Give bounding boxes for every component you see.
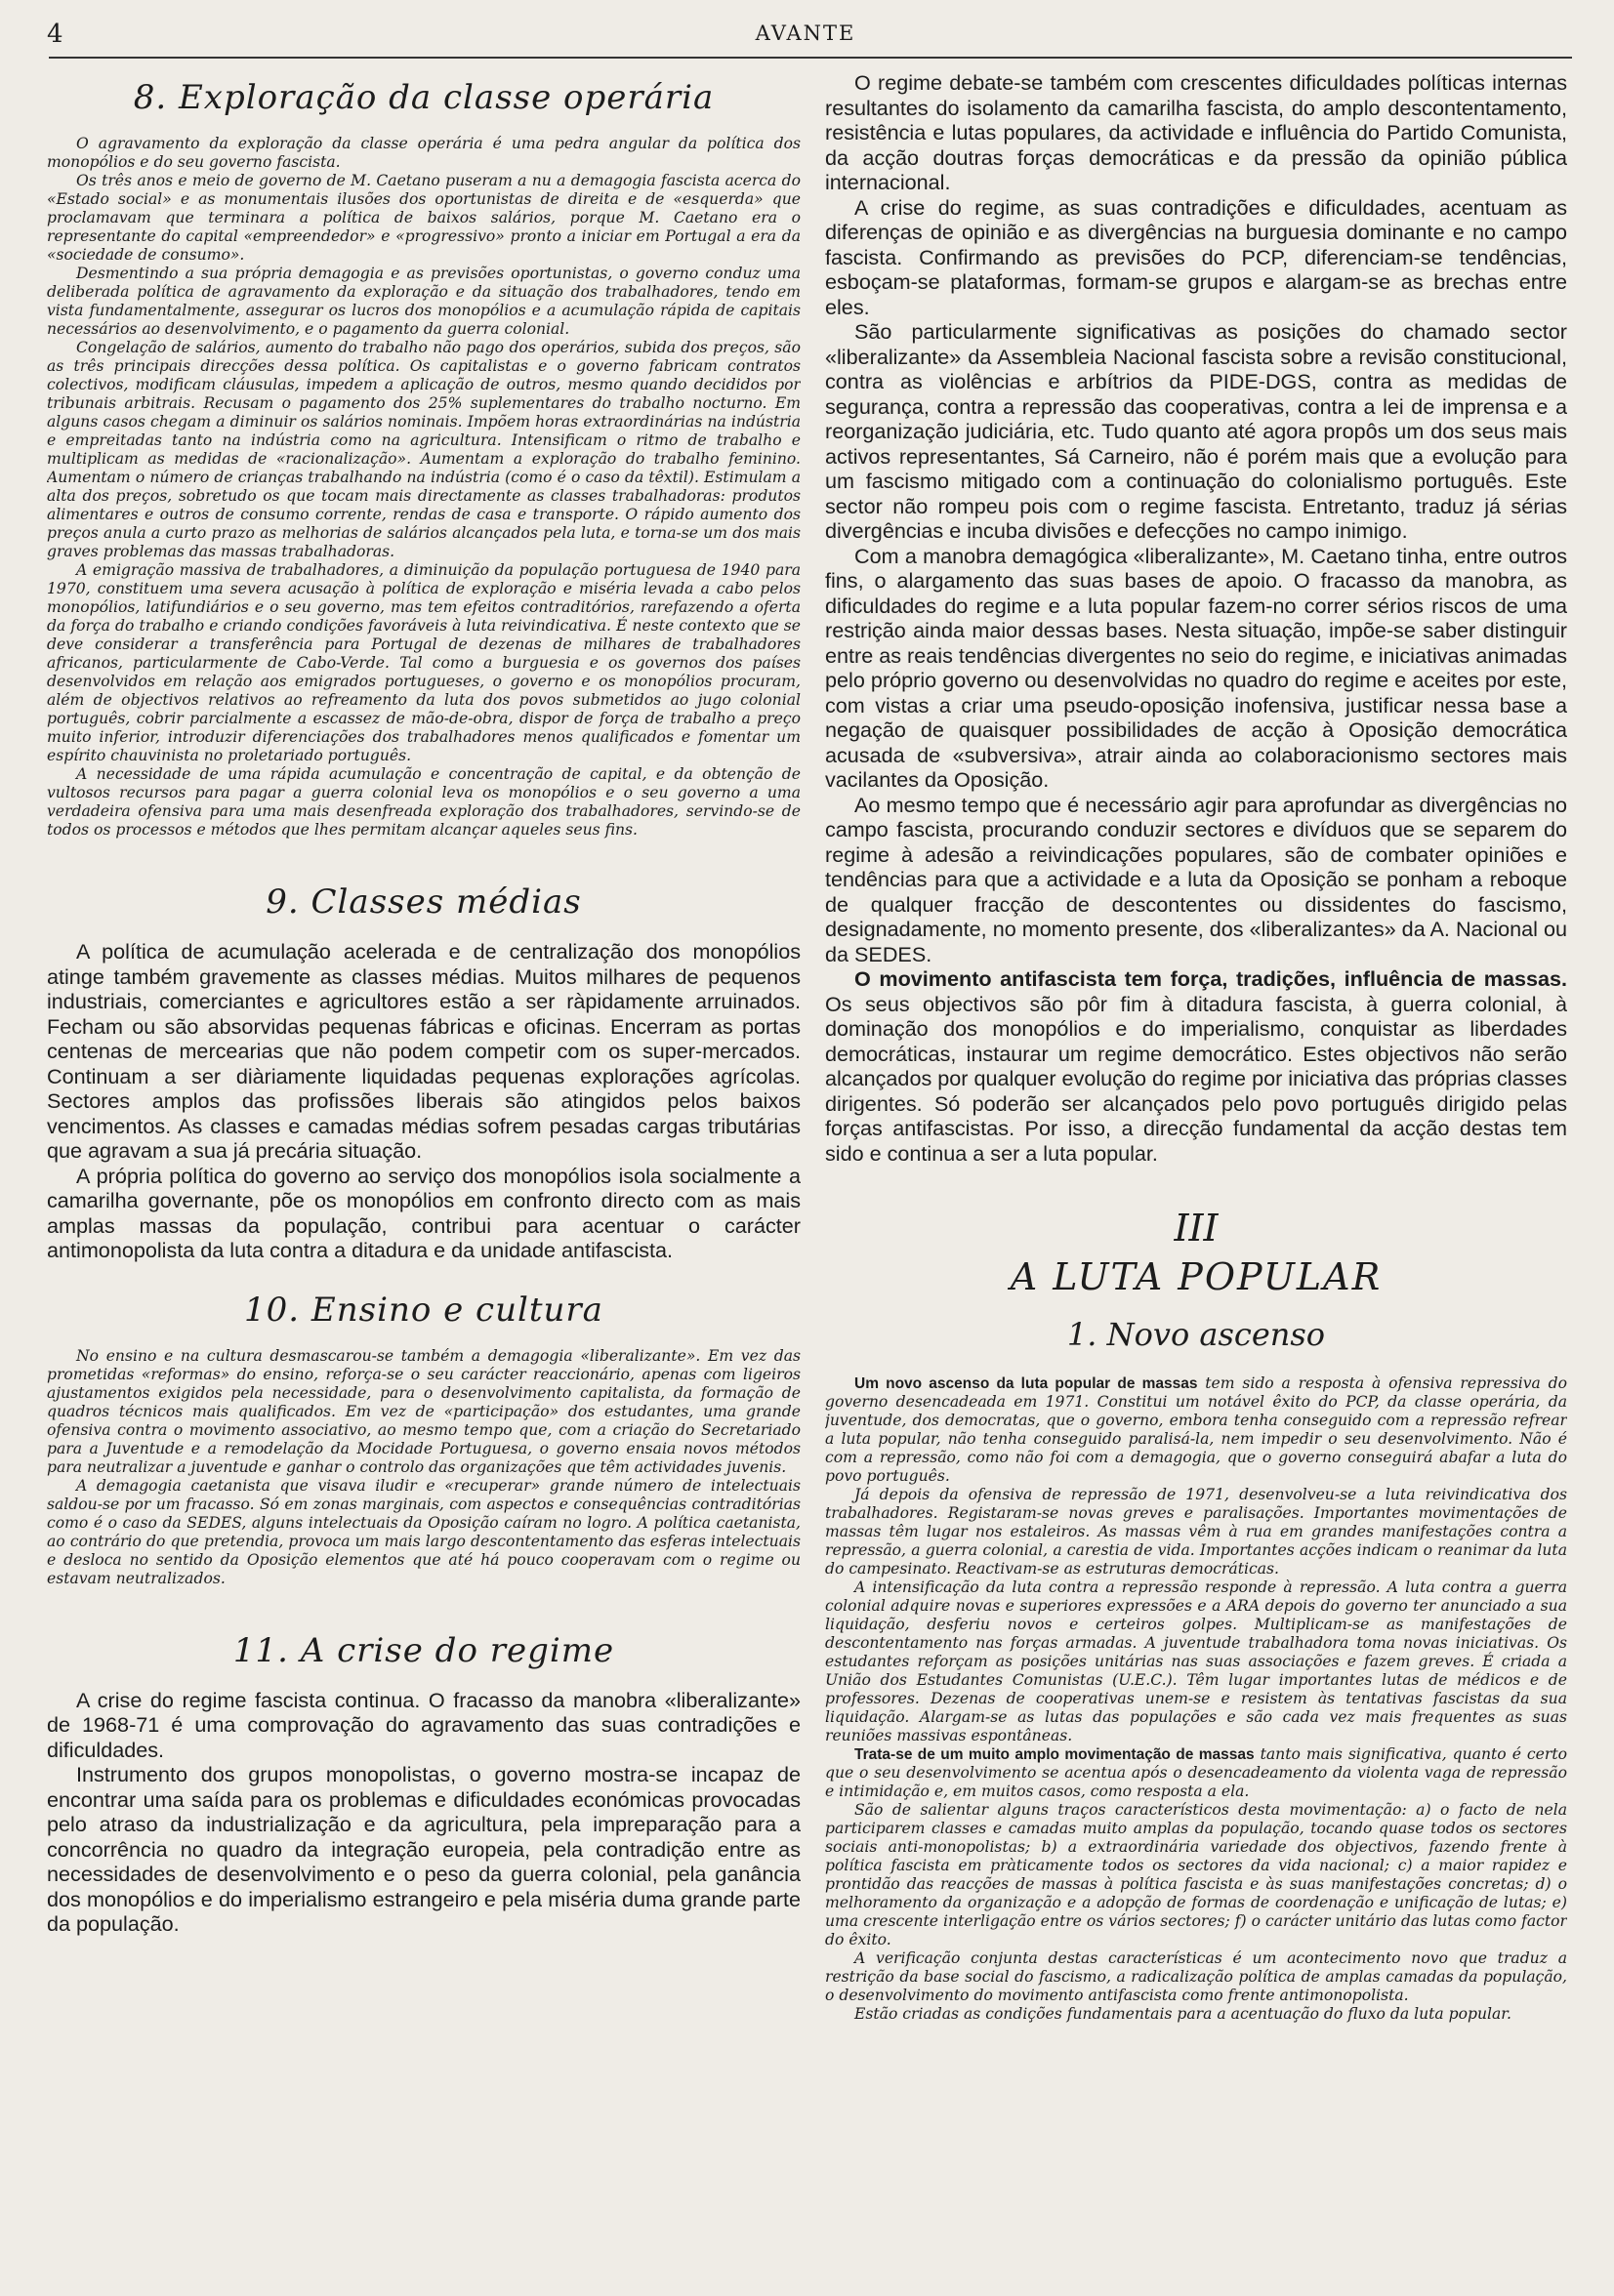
bold-lead: O movimento antifascista tem força, tradições, influência de massas. (854, 966, 1567, 991)
section-8-body (47, 135, 801, 840)
header-rule (49, 57, 1572, 59)
publication-name: AVANTE (755, 21, 856, 45)
section-9-body (47, 939, 801, 1263)
paragraph: Estão criadas as condições fundamentais para a acentuação do fluxo da luta popular. (854, 2005, 1512, 2023)
paragraph: A crise do regime, as suas contradições e dificuldades, acentuam as diferenças de opinião e as divergências na burguesia dominante e no campo fascista. Confirmando as previsões do PCP, diferenciam-se tendências, esboçam-se plataformas, formam-se grupos e alargam-se as brechas entre eles. (825, 194, 1567, 319)
section-8-title: 8. Exploração da classe operária (133, 78, 715, 117)
paragraph: Desmentindo a sua própria demagogia e as previsões oportunistas, o governo conduz uma deliberada política de agravamento da exploração e da situação dos trabalhadores, tendo em vista fundamentalmente, assegurar os lucros dos monopólios e a acumulação rápida de capitais necessários ao desenvolvimento, e o pagamento da guerra colonial. (47, 265, 801, 338)
bold-lead: Um novo ascenso da luta popular de massas (854, 1375, 1198, 1392)
section-9-title: 9. Classes médias (266, 882, 582, 922)
paragraph: A intensificação da luta contra a repressão responde à repressão. A luta contra a guerra colonial adquire novas e superiores expressões e a ARA depois do governo ter anunciado a sua liquidação, desferiu novos e certeiros golpes. Multiplicam-se as manifestações de descontentamento nas forças armadas. A juventude trabalhadora toma novas iniciativas. Os estudantes reforçam as posições unitárias nas suas associações e fazem greves. É criada a União dos Estudantes Comunistas (U.E.C.). Têm lugar importantes lutas de médicos e de professores. Dezenas de cooperativas unem-se e resistem às tentativas fascistas da sua liquidação. Alargam-se as lutas das populações e são cada vez mais frequentes as suas reuniões massivas espontâneas. (825, 1578, 1567, 1744)
paragraph: Ao mesmo tempo que é necessário agir para aprofundar as divergências no campo fascista, procurando conduzir sectores e divíduos que se separem do regime à adesão a reivindicações populares, são de combater opiniões e tendências para que a actividade e a luta da Oposição se ponham a reboque de qualquer fracção de descontentes ou dissidentes do fascismo, designadamente, no momento presente, dos «liberalizantes» da A. Nacional ou da SEDES. (825, 792, 1567, 966)
section-11-body (47, 1688, 801, 1937)
part-numeral: III (1174, 1207, 1219, 1250)
paragraph: A política de acumulação acelerada e de centralização dos monopólios atinge também gravemente as classes médias. Muitos milhares de pequenos industriais, comerciantes e agricultores estão a ser ràpidamente arruinados. Fecham ou são absorvidas pequenas fábricas e oficinas. Encerram as portas centenas de mercearias que não podem competir com os super-mercados. Continuam a ser diàriamente liquidadas pequenas explorações agrícolas. Sectores amplos das profissões liberais são atingidos pelos baixos vencimentos. As classes e camadas médias sofrem pesadas cargas tributárias que agravam a sua já precária situação. (47, 939, 801, 1163)
paragraph: Instrumento dos grupos monopolistas, o governo mostra-se incapaz de encontrar uma saída para os problemas e dificuldades económicas provocadas pelo atraso da industrialização e da agricultura, pela impreparação para a concorrência no quadro da integração europeia, pela contradição entre as necessidades de desenvolvimento e o peso da guerra colonial, pela ganância dos monopólios e do imperialismo estrangeiro e pela miséria duma grande parte da população. (47, 1762, 801, 1936)
page-header (39, 20, 1572, 59)
paragraph: A demagogia caetanista que visava iludir e «recuperar» grande número de intelectuais saldou-se por um fracasso. Só em zonas marginais, com aspectos e consequências contraditórias como é o caso da SEDES, alguns intelectuais da Oposição caíram no logro. A política caetanista, ao contrário do que pretendia, provoca um mais largo descontentamento das esferas intelectuais e desloca no sentido da Oposição elementos que até há pouco cooperavam com o regime ou estavam neutralizados. (47, 1476, 801, 1587)
paragraph-rest: tanto mais significativa, quanto é certo que o seu desenvolvimento se acentua após o desencadeamento da violenta vaga de repressão e intimidação e, em muitos casos, como resposta a ela. (825, 1745, 1567, 1800)
bold-lead: Trata-se de um muito amplo movimentação de massas (854, 1746, 1255, 1763)
paragraph (825, 1374, 1567, 1486)
paragraph-rest: Os seus objectivos são pôr fim à ditadura fascista, à guerra colonial, à dominação dos monopólios e do imperialismo, conquistar as liberdades democráticas, instaurar um regime democrático. Estes objectivos não serão alcançados por qualquer evolução do regime por iniciativa das próprias classes dirigentes. Só poderão ser alcançados pelo povo português dirigido pelas forças antifascistas. Por isso, a direcção fundamental da acção destas tem sido e continua a ser a luta popular. (825, 991, 1567, 1166)
section-11-title: 11. A crise do regime (232, 1630, 615, 1670)
section-10-body (47, 1347, 801, 1588)
paragraph: Já depois da ofensiva de repressão de 1971, desenvolveu-se a luta reivindicativa dos trabalhadores. Registaram-se novas greves e paralisações. Importantes movimentações de massas têm lugar nos estaleiros. As massas vêm à rua em grandes manifestações contra a repressão, a guerra colonial, a carestia de vida. Importantes acções indicam o reanimar da luta do campesinato. Reactivam-se as estruturas democráticas. (825, 1486, 1567, 1578)
left-column (47, 70, 801, 2281)
paragraph: A crise do regime fascista continua. O fracasso da manobra «liberalizante» de 1968-71 é uma comprovação do agravamento das suas contradições e dificuldades. (47, 1687, 801, 1762)
paragraph: Com a manobra demagógica «liberalizante», M. Caetano tinha, entre outros fins, o alargamento das suas bases de apoio. O fracasso da manobra, as dificuldades do regime e a luta popular fazem-no correr sérios riscos de uma restrição ainda maior dessas bases. Nesta situação, impõe-se saber distinguir entre as reais tendências divergentes no seio do regime, e iniciativas animadas pelo próprio governo ou desenvolvidas no quadro do regime e aceites por este, com vistas a criar uma pseudo-oposição inofensiva, justificar nessa base a negação de quaisquer possibilidades de acção à Oposição democrática acusada de «subversiva», atrair ainda ao colaboracionismo sectores mais vacilantes da Oposição. (825, 543, 1567, 792)
paragraph: A necessidade de uma rápida acumulação e concentração de capital, e da obtenção de vultosos recursos para pagar a guerra colonial leva os monopólios e o seu governo a uma verdadeira ofensiva para uma mais desenfreada exploração dos trabalhadores, servindo-se de todos os processos e métodos que lhes permitam alcançar aqueles seus fins. (47, 765, 801, 839)
paragraph: São de salientar alguns traços característicos desta movimentação: a) o facto de nela participarem classes e camadas muito amplas da população, tocando quase todos os sectores sociais anti-monopolistas; b) a extraordinária variedade dos objectivos, fazendo frente à política fascista em pràticamente todos os sectores da vida nacional; c) a maior rapidez e prontidão das reacções de massas à política fascista e às suas manifestações concretas; d) o melhoramento da organização e a adopção de formas de coordenação e unificação de lutas; e) uma crescente interligação entre os vários sectores; f) o carácter unitário das lutas como factor do êxito. (825, 1801, 1567, 1948)
paragraph: O agravamento da exploração da classe operária é uma pedra angular da política dos monopólios e do seu governo fascista. (47, 135, 801, 171)
page-number: 4 (47, 20, 63, 49)
paragraph (825, 1745, 1567, 1801)
paragraph: A emigração massiva de trabalhadores, a diminuição da população portuguesa de 1940 para 1970, constituem uma severa acusação à política de exploração e miséria levada a cabo pelos monopólios, latifundiários e o seu governo, mas tem efeitos contraditórios, rarefazendo a oferta da força do trabalho e criando condições favoráveis à luta reivindicativa. É neste contexto que se deve considerar a transferência para Portugal de dezenas de milhares de trabalhadores africanos, particularmente de Cabo-Verde. Tal como a burguesia e os governos dos países desenvolvidos em relação aos emigrados portugueses, o governo e os monopólios procuram, além de objectivos relativos ao refreamento da luta dos povos submetidos ao jugo colonial português, cobrir parcialmente a escassez de mão-de-obra, dispor de força de trabalho a preço muito inferior, introduzir diferenciações dos trabalhadores menos qualificados e fomentar um espírito chauvinista no proletariado português. (47, 561, 801, 764)
regime-crisis-continued (825, 70, 1567, 1166)
right-column (825, 70, 1567, 2281)
section-10-title: 10. Ensino e cultura (244, 1290, 603, 1330)
paragraph: A verificação conjunta destas características é um acontecimento novo que traduz a restrição da base social do fascismo, a radicalização política de amplas camadas da população, o desenvolvimento do movimento antifascista como frente antimonopolista. (825, 1949, 1567, 2004)
paragraph: No ensino e na cultura desmascarou-se também a demagogia «liberalizante». Em vez das prometidas «reformas» do ensino, reforça-se o seu carácter reaccionário, apenas com ligeiros ajustamentos exigidos pela necessidade, para o desenvolvimento capitalista, da formação de quadros técnicos mais qualificados. Em vez de «participação» dos estudantes, uma grande ofensiva contra o movimento associativo, ao mesmo tempo que, com a criação do Secretariado para a Juventude e a remodelação da Mocidade Portuguesa, o governo ensaia novos métodos para neutralizar a juventude e ganhar o controlo das organizações que têm actividades juvenis. (47, 1346, 801, 1476)
paragraph: O regime debate-se também com crescentes dificuldades políticas internas resultantes do isolamento da camarilha fascista, do amplo descontentamento, resistência e lutas populares, da actividade e influência do Partido Comunista, da acção doutras forças democráticas e da pressão da opinião pública internacional. (825, 70, 1567, 194)
paragraph: Os três anos e meio de governo de M. Caetano puseram a nu a demagogia fascista acerca do «Estado social» e as monumentais ilusões dos oportunistas de direita e de «esquerda» que proclamavam que terminara a política de baixos salários, porque M. Caetano era o representante do capital «empreendedor» e «progressivo» pronto a iniciar em Portugal a era da «sociedade de consumo». (47, 172, 801, 264)
subsection-title: 1. Novo ascenso (1066, 1316, 1326, 1353)
subsection-1-body (825, 1374, 1567, 2024)
part-title: A LUTA POPULAR (1010, 1255, 1383, 1298)
paragraph (825, 966, 1567, 1166)
paragraph: A própria política do governo ao serviço dos monopólios isola socialmente a camarilha governante, põe os monopólios em confronto directo com as mais amplas massas da população, contribui para acentuar o carácter antimonopolista da luta contra a ditadura e da unidade antifascista. (47, 1163, 801, 1262)
paragraph: Congelação de salários, aumento do trabalho não pago dos operários, subida dos preços, são as três principais direcções dessa política. Os capitalistas e o governo fabricam contratos colectivos, modificam cláusulas, impedem a aplicação de outros, mesmo quando decididos por tribunais arbitrais. Recusam o pagamento dos 25% suplementares do trabalho nocturno. Em alguns casos chegam a diminuir os salários nominais. Impõem horas extraordinárias na indústria e empreitadas tanto na indústria como na agricultura. Intensificam o ritmo de trabalho e multiplicam as medidas de «racionalização». Aumentam a exploração do trabalho feminino. Aumentam o número de crianças trabalhando na indústria (como é o caso da têxtil). Estimulam a alta dos preços, sobretudo os que tocam mais directamente as classes trabalhadoras: produtos alimentares e outros de consumo corrente, rendas de casa e transporte. O rápido aumento dos preços anula a curto prazo as melhorias de salários alcançados pela luta, e torna-se um dos mais graves problemas das massas trabalhadoras. (47, 339, 801, 560)
paragraph: São particularmente significativas as posições do chamado sector «liberalizante» da Assembleia Nacional fascista sobre a revisão constitucional, contra as violências e arbítrios da PIDE-DGS, contra as medidas de segurança, contra a repressão das cooperativas, contra a lei de imprensa e a reorganização judiciária, etc. Tudo quanto até agora propôs um dos seus mais activos representantes, Sá Carneiro, não é porém mais que a evolução para um fascismo mitigado com a continuação do colonialismo português. Este sector não rompeu pois com o regime fascista. Entretanto, traduz já sérias divergências e incuba divisões e defecções no campo inimigo. (825, 319, 1567, 543)
paragraph-rest: tem sido a resposta à ofensiva repressiva do governo desencadeada em 1971. Constitui um notável êxito do PCP, da classe operária, da juventude, dos democratas, que o governo, embora tenha conseguido com a repressão refrear a luta popular, não tenha conseguido paralisá-la, nem impedir o seu desenvolvimento. Não é com a repressão, como não foi com a demagogia, que o governo conseguirá abafar a luta do povo português. (825, 1374, 1567, 1485)
